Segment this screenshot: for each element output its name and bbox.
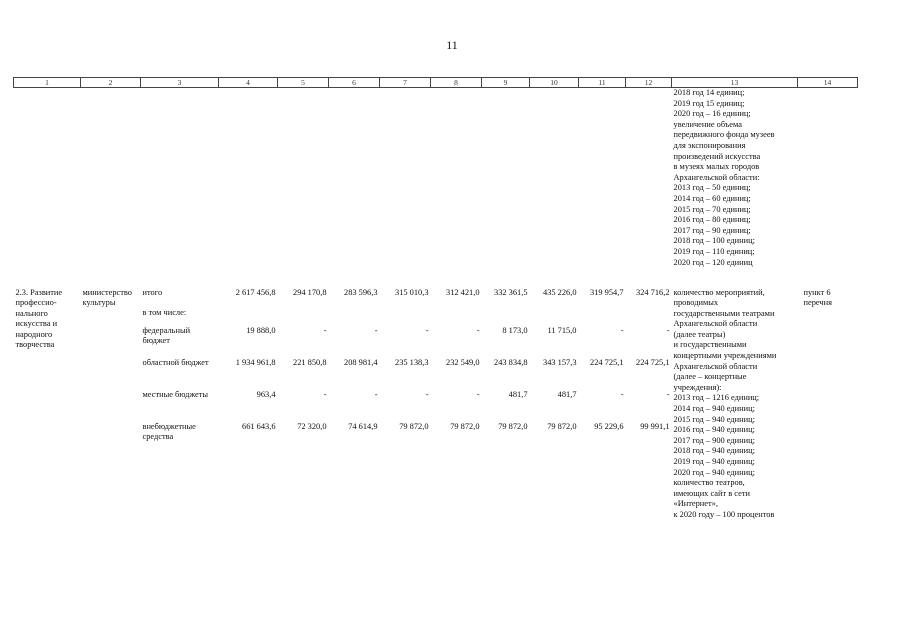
indicator-line: проводимых xyxy=(673,298,719,308)
header-cell: 12 xyxy=(626,78,672,88)
value-cell: 319 954,7 xyxy=(590,287,624,297)
value-cell: 2 617 456,8 xyxy=(235,287,276,297)
indicator-line: Архангельской области: xyxy=(673,172,760,182)
value-cell: 79 872,0 xyxy=(547,421,577,431)
value-cell: 332 361,5 xyxy=(494,287,528,297)
value-cell: - xyxy=(666,325,670,335)
indicator-line: 2019 год – 110 единиц; xyxy=(673,246,755,256)
source-label: федеральный бюджет xyxy=(142,325,191,346)
indicator-line: учреждения): xyxy=(673,382,722,392)
header-cell: 13 xyxy=(672,78,798,88)
indicator-line: 2018 год – 940 единиц; xyxy=(673,446,755,456)
value-cell: 324 716,2 xyxy=(636,287,670,297)
indicator-line: 2020 год – 16 единиц; xyxy=(673,109,751,119)
value-cell: 79 872,0 xyxy=(450,421,480,431)
indicator-line: (далее театры) xyxy=(673,329,726,339)
value-cell: 315 010,3 xyxy=(395,287,429,297)
value-cell: 283 596,3 xyxy=(344,287,378,297)
indicator-line: (далее – концертные xyxy=(673,372,747,382)
values-col-5 xyxy=(278,284,329,521)
values-col-8 xyxy=(431,284,482,521)
source-label: в том числе: xyxy=(142,307,187,317)
indicator-line: 2019 год 15 единиц; xyxy=(673,98,745,108)
header-cell: 1 xyxy=(14,78,81,88)
value-cell: - xyxy=(476,389,480,399)
indicator-line: 2016 год – 80 единиц; xyxy=(673,215,751,225)
value-cell: 72 320,0 xyxy=(297,421,327,431)
indicator-line: 2017 год – 900 единиц; xyxy=(673,435,755,445)
source-label: итого xyxy=(142,287,163,297)
indicator-line: 2014 год – 60 единиц; xyxy=(673,193,751,203)
value-cell: 661 643,6 xyxy=(242,421,276,431)
indicator-line: 2017 год – 90 единиц; xyxy=(673,225,751,235)
value-cell: 79 872,0 xyxy=(399,421,429,431)
reference: пункт 6 перечня xyxy=(803,287,832,308)
value-cell: 224 725,1 xyxy=(590,357,624,367)
value-cell: 95 229,6 xyxy=(594,421,624,431)
indicator-line: для экспонирования xyxy=(673,140,746,150)
indicator-line: 2020 год – 120 единиц xyxy=(673,257,753,267)
value-cell: 8 173,0 xyxy=(502,325,528,335)
source-label: местные бюджеты xyxy=(142,389,209,399)
indicator-line: 2015 год – 940 единиц; xyxy=(673,414,755,424)
indicator-line: концертными учреждениями xyxy=(673,351,777,361)
header-cell: 14 xyxy=(798,78,858,88)
value-cell: 221 850,8 xyxy=(293,357,327,367)
value-cell: - xyxy=(476,325,480,335)
indicator-line: 2016 год – 940 единиц; xyxy=(673,425,755,435)
values-col-10 xyxy=(530,284,579,521)
indicator-line: передвижного фонда музеев xyxy=(673,130,775,140)
indicator-line: Архангельской области xyxy=(673,361,758,371)
indicator-line: и государственными xyxy=(673,340,747,350)
values-col-7 xyxy=(380,284,431,521)
header-cell: 11 xyxy=(579,78,626,88)
value-cell: 79 872,0 xyxy=(498,421,528,431)
indicator-line: 2019 год – 940 единиц; xyxy=(673,457,755,466)
value-cell: - xyxy=(323,389,327,399)
page-number: 11 xyxy=(446,38,458,52)
value-cell: - xyxy=(425,325,429,335)
value-cell: 312 421,0 xyxy=(446,287,480,297)
indicator-line: к 2020 году – 100 процентов xyxy=(673,509,775,519)
source-label: областной бюджет xyxy=(142,357,209,367)
value-cell: 99 991,1 xyxy=(640,421,670,431)
indicator-line: Архангельской области xyxy=(673,319,758,329)
value-cell: - xyxy=(374,389,378,399)
value-cell: - xyxy=(425,389,429,399)
header-cell: 7 xyxy=(380,78,431,88)
value-cell: 435 226,0 xyxy=(543,287,577,297)
indicator-line: количество мероприятий, xyxy=(673,287,765,297)
value-cell: 11 715,0 xyxy=(547,325,577,335)
header-cell: 9 xyxy=(482,78,530,88)
values-col-4 xyxy=(219,284,278,521)
value-cell: 224 725,1 xyxy=(636,357,670,367)
section-row xyxy=(14,284,858,521)
header-cell: 10 xyxy=(530,78,579,88)
value-cell: - xyxy=(323,325,327,335)
executor: министерство культуры xyxy=(82,287,132,308)
value-cell: 243 834,8 xyxy=(494,357,528,367)
values-col-11 xyxy=(579,284,626,521)
section-indicators xyxy=(672,284,798,521)
funding-sources xyxy=(141,284,219,521)
continued-indicators xyxy=(672,88,798,284)
indicator-line: государственными театрами xyxy=(673,308,775,318)
indicator-line: «Интернет», xyxy=(673,499,718,509)
indicator-line: увеличение объема xyxy=(673,119,742,129)
indicator-line: 2018 год – 100 единиц; xyxy=(673,236,755,246)
value-cell: - xyxy=(620,325,624,335)
header-cell: 6 xyxy=(329,78,380,88)
value-cell: - xyxy=(666,389,670,399)
header-cell: 3 xyxy=(141,78,219,88)
values-col-9 xyxy=(482,284,530,521)
value-cell: 74 614,9 xyxy=(348,421,378,431)
continuation-row xyxy=(14,88,858,284)
value-cell: - xyxy=(374,325,378,335)
indicator-line: 2013 год – 1216 единиц; xyxy=(673,393,760,403)
header-cell: 2 xyxy=(81,78,141,88)
value-cell: 232 549,0 xyxy=(446,357,480,367)
value-cell: 481,7 xyxy=(557,389,577,399)
value-cell: 19 888,0 xyxy=(246,325,276,335)
column-number-header xyxy=(14,78,858,88)
indicator-line: в музеях малых городов xyxy=(673,162,760,172)
section-name: 2.3. Развитие профессио-нального искусства и народного творчества xyxy=(15,287,63,350)
indicator-line: 2014 год – 940 единиц; xyxy=(673,404,755,414)
indicator-line: количество театров, xyxy=(673,478,745,488)
indicator-line: 2020 год – 940 единиц; xyxy=(673,467,755,477)
value-cell: 294 170,8 xyxy=(293,287,327,297)
value-cell: 208 981,4 xyxy=(344,357,378,367)
value-cell: 481,7 xyxy=(508,389,528,399)
source-label: внебюджетные средства xyxy=(142,421,196,442)
indicator-line: 2015 год – 70 единиц; xyxy=(673,204,751,214)
values-col-12 xyxy=(626,284,672,521)
program-table xyxy=(13,77,858,521)
value-cell: 963,4 xyxy=(256,389,276,399)
value-cell: 235 138,3 xyxy=(395,357,429,367)
indicator-line: 2013 год – 50 единиц; xyxy=(673,183,751,193)
header-cell: 5 xyxy=(278,78,329,88)
values-col-6 xyxy=(329,284,380,521)
header-cell: 4 xyxy=(219,78,278,88)
value-cell: 343 157,3 xyxy=(543,357,577,367)
value-cell: - xyxy=(620,389,624,399)
header-cell: 8 xyxy=(431,78,482,88)
value-cell: 1 934 961,8 xyxy=(235,357,276,367)
indicator-line: имеющих сайт в сети xyxy=(673,488,750,498)
indicator-line: 2018 год 14 единиц; xyxy=(673,88,745,97)
indicator-line: произведений искусства xyxy=(673,151,761,161)
